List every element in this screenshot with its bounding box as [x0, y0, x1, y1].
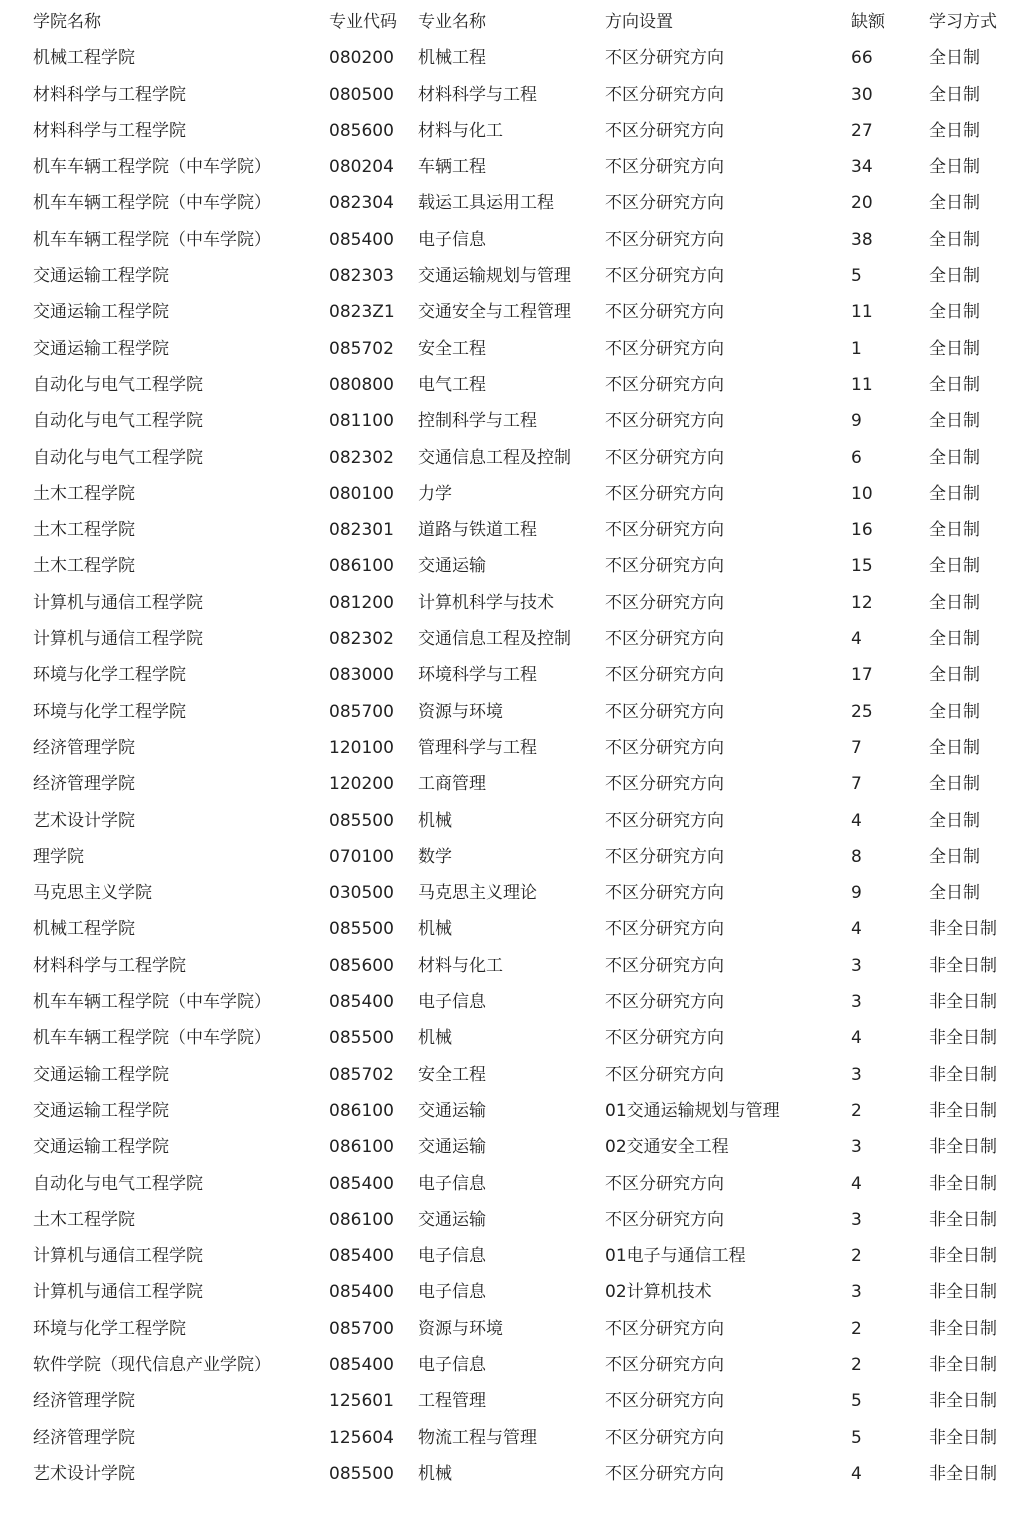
cell-quota: 4 — [851, 1463, 862, 1484]
cell-college: 土木工程学院 — [33, 520, 135, 541]
cell-college: 自动化与电气工程学院 — [33, 447, 203, 468]
cell-quota: 2 — [851, 1246, 862, 1267]
cell-major: 电气工程 — [418, 374, 486, 395]
cell-direction: 不区分研究方向 — [605, 992, 724, 1013]
table-row — [0, 1383, 1030, 1419]
cell-direction: 不区分研究方向 — [605, 883, 724, 904]
table-row — [0, 911, 1030, 947]
cell-major: 机械 — [418, 810, 452, 831]
cell-code: 082301 — [329, 520, 394, 541]
header-code: 专业代码 — [329, 12, 397, 32]
cell-quota: 38 — [851, 229, 873, 250]
cell-mode: 全日制 — [929, 846, 980, 867]
cell-quota: 16 — [851, 520, 873, 541]
cell-quota: 4 — [851, 919, 862, 940]
cell-direction: 不区分研究方向 — [605, 84, 724, 105]
table-row — [0, 40, 1030, 76]
cell-college: 交通运输工程学院 — [33, 1137, 169, 1158]
cell-direction: 不区分研究方向 — [605, 1427, 724, 1448]
cell-college: 经济管理学院 — [33, 774, 135, 795]
cell-code: 085500 — [329, 1463, 394, 1484]
cell-major: 交通安全与工程管理 — [418, 302, 571, 323]
cell-major: 材料与化工 — [418, 120, 503, 141]
cell-major: 电子信息 — [418, 1282, 486, 1303]
cell-major: 物流工程与管理 — [418, 1427, 537, 1448]
cell-major: 交通运输 — [418, 556, 486, 577]
cell-college: 机车车辆工程学院（中车学院） — [33, 229, 271, 250]
cell-direction: 不区分研究方向 — [605, 556, 724, 577]
cell-quota: 3 — [851, 1209, 862, 1230]
cell-mode: 非全日制 — [929, 1173, 997, 1194]
cell-major: 资源与环境 — [418, 701, 503, 722]
cell-mode: 非全日制 — [929, 1246, 997, 1267]
cell-college: 计算机与通信工程学院 — [33, 629, 203, 650]
cell-mode: 全日制 — [929, 520, 980, 541]
cell-college: 材料科学与工程学院 — [33, 120, 186, 141]
cell-major: 数学 — [418, 846, 452, 867]
cell-direction: 不区分研究方向 — [605, 629, 724, 650]
cell-mode: 非全日制 — [929, 992, 997, 1013]
header-quota: 缺额 — [851, 12, 885, 32]
cell-mode: 全日制 — [929, 411, 980, 432]
cell-college: 经济管理学院 — [33, 737, 135, 758]
cell-major: 环境科学与工程 — [418, 665, 537, 686]
cell-mode: 全日制 — [929, 883, 980, 904]
cell-mode: 全日制 — [929, 120, 980, 141]
cell-college: 软件学院（现代信息产业学院） — [33, 1354, 271, 1375]
cell-code: 082302 — [329, 447, 394, 468]
cell-quota: 5 — [851, 1391, 862, 1412]
cell-code: 083000 — [329, 665, 394, 686]
cell-direction: 不区分研究方向 — [605, 193, 724, 214]
cell-quota: 11 — [851, 302, 873, 323]
cell-college: 交通运输工程学院 — [33, 338, 169, 359]
table-row — [0, 367, 1030, 403]
cell-quota: 3 — [851, 1282, 862, 1303]
cell-direction: 02计算机技术 — [605, 1282, 712, 1303]
cell-quota: 4 — [851, 1028, 862, 1049]
table-row — [0, 149, 1030, 185]
cell-mode: 非全日制 — [929, 1028, 997, 1049]
cell-mode: 非全日制 — [929, 1209, 997, 1230]
cell-code: 0823Z1 — [329, 302, 395, 323]
cell-college: 马克思主义学院 — [33, 883, 152, 904]
cell-code: 120200 — [329, 774, 394, 795]
table-row — [0, 1347, 1030, 1383]
cell-code: 080200 — [329, 48, 394, 69]
cell-major: 控制科学与工程 — [418, 411, 537, 432]
cell-direction: 不区分研究方向 — [605, 229, 724, 250]
cell-code: 080100 — [329, 483, 394, 504]
cell-major: 交通信息工程及控制 — [418, 447, 571, 468]
cell-major: 车辆工程 — [418, 157, 486, 178]
cell-quota: 1 — [851, 338, 862, 359]
cell-quota: 4 — [851, 810, 862, 831]
cell-major: 电子信息 — [418, 1354, 486, 1375]
cell-direction: 不区分研究方向 — [605, 483, 724, 504]
cell-quota: 7 — [851, 737, 862, 758]
table-row — [0, 294, 1030, 330]
cell-mode: 非全日制 — [929, 1391, 997, 1412]
cell-major: 交通运输 — [418, 1100, 486, 1121]
cell-college: 自动化与电气工程学院 — [33, 374, 203, 395]
cell-quota: 5 — [851, 266, 862, 287]
cell-mode: 全日制 — [929, 701, 980, 722]
cell-code: 085700 — [329, 701, 394, 722]
cell-code: 030500 — [329, 883, 394, 904]
cell-code: 085702 — [329, 338, 394, 359]
cell-mode: 全日制 — [929, 483, 980, 504]
cell-code: 082303 — [329, 266, 394, 287]
table-row — [0, 1057, 1030, 1093]
cell-code: 085702 — [329, 1064, 394, 1085]
cell-mode: 全日制 — [929, 447, 980, 468]
cell-quota: 3 — [851, 1137, 862, 1158]
table-row — [0, 1274, 1030, 1310]
cell-quota: 25 — [851, 701, 873, 722]
cell-code: 085700 — [329, 1318, 394, 1339]
cell-quota: 12 — [851, 592, 873, 613]
table-row — [0, 185, 1030, 221]
cell-college: 艺术设计学院 — [33, 1463, 135, 1484]
cell-mode: 全日制 — [929, 84, 980, 105]
cell-college: 计算机与通信工程学院 — [33, 592, 203, 613]
cell-direction: 不区分研究方向 — [605, 411, 724, 432]
cell-college: 理学院 — [33, 846, 84, 867]
table-row — [0, 1311, 1030, 1347]
cell-quota: 3 — [851, 992, 862, 1013]
cell-code: 086100 — [329, 1137, 394, 1158]
cell-major: 交通运输 — [418, 1209, 486, 1230]
cell-major: 马克思主义理论 — [418, 883, 537, 904]
cell-major: 管理科学与工程 — [418, 737, 537, 758]
cell-direction: 不区分研究方向 — [605, 520, 724, 541]
cell-college: 材料科学与工程学院 — [33, 84, 186, 105]
cell-mode: 全日制 — [929, 302, 980, 323]
table-row — [0, 1020, 1030, 1056]
cell-direction: 不区分研究方向 — [605, 919, 724, 940]
cell-college: 环境与化学工程学院 — [33, 1318, 186, 1339]
cell-college: 机车车辆工程学院（中车学院） — [33, 992, 271, 1013]
cell-major: 电子信息 — [418, 1173, 486, 1194]
cell-mode: 全日制 — [929, 629, 980, 650]
cell-college: 机械工程学院 — [33, 48, 135, 69]
cell-code: 085600 — [329, 120, 394, 141]
table-header-row — [0, 4, 1030, 40]
cell-college: 交通运输工程学院 — [33, 1100, 169, 1121]
cell-mode: 非全日制 — [929, 1354, 997, 1375]
cell-college: 经济管理学院 — [33, 1427, 135, 1448]
cell-college: 材料科学与工程学院 — [33, 955, 186, 976]
cell-major: 交通运输规划与管理 — [418, 266, 571, 287]
cell-mode: 全日制 — [929, 338, 980, 359]
cell-major: 载运工具运用工程 — [418, 193, 554, 214]
cell-quota: 2 — [851, 1354, 862, 1375]
cell-quota: 10 — [851, 483, 873, 504]
cell-college: 机车车辆工程学院（中车学院） — [33, 157, 271, 178]
cell-major: 力学 — [418, 483, 452, 504]
table-row — [0, 1166, 1030, 1202]
table-row — [0, 77, 1030, 113]
cell-code: 085400 — [329, 1246, 394, 1267]
cell-mode: 非全日制 — [929, 1427, 997, 1448]
cell-direction: 不区分研究方向 — [605, 1463, 724, 1484]
cell-major: 工程管理 — [418, 1391, 486, 1412]
cell-quota: 3 — [851, 955, 862, 976]
cell-direction: 01交通运输规划与管理 — [605, 1100, 780, 1121]
cell-direction: 不区分研究方向 — [605, 1391, 724, 1412]
cell-mode: 全日制 — [929, 774, 980, 795]
cell-college: 自动化与电气工程学院 — [33, 1173, 203, 1194]
cell-direction: 不区分研究方向 — [605, 374, 724, 395]
table-row — [0, 512, 1030, 548]
cell-mode: 非全日制 — [929, 1064, 997, 1085]
cell-direction: 不区分研究方向 — [605, 665, 724, 686]
cell-quota: 11 — [851, 374, 873, 395]
table-row — [0, 258, 1030, 294]
cell-code: 085400 — [329, 992, 394, 1013]
cell-major: 安全工程 — [418, 338, 486, 359]
cell-college: 计算机与通信工程学院 — [33, 1246, 203, 1267]
cell-quota: 5 — [851, 1427, 862, 1448]
cell-major: 材料与化工 — [418, 955, 503, 976]
table-row — [0, 476, 1030, 512]
cell-code: 086100 — [329, 556, 394, 577]
table-row — [0, 730, 1030, 766]
cell-direction: 不区分研究方向 — [605, 592, 724, 613]
table-row — [0, 1129, 1030, 1165]
header-college: 学院名称 — [33, 12, 101, 32]
cell-direction: 不区分研究方向 — [605, 846, 724, 867]
cell-college: 土木工程学院 — [33, 483, 135, 504]
header-direction: 方向设置 — [605, 12, 673, 32]
table-row — [0, 766, 1030, 802]
cell-code: 070100 — [329, 846, 394, 867]
cell-quota: 4 — [851, 1173, 862, 1194]
table-row — [0, 621, 1030, 657]
table-row — [0, 440, 1030, 476]
cell-college: 土木工程学院 — [33, 1209, 135, 1230]
cell-major: 电子信息 — [418, 1246, 486, 1267]
cell-mode: 非全日制 — [929, 1137, 997, 1158]
cell-direction: 不区分研究方向 — [605, 1209, 724, 1230]
cell-college: 环境与化学工程学院 — [33, 665, 186, 686]
cell-major: 道路与铁道工程 — [418, 520, 537, 541]
cell-quota: 2 — [851, 1318, 862, 1339]
cell-major: 计算机科学与技术 — [418, 592, 554, 613]
cell-direction: 不区分研究方向 — [605, 774, 724, 795]
cell-code: 080500 — [329, 84, 394, 105]
table-row — [0, 222, 1030, 258]
cell-quota: 8 — [851, 846, 862, 867]
cell-college: 机械工程学院 — [33, 919, 135, 940]
cell-direction: 不区分研究方向 — [605, 48, 724, 69]
cell-direction: 不区分研究方向 — [605, 955, 724, 976]
table-row — [0, 1238, 1030, 1274]
cell-quota: 2 — [851, 1100, 862, 1121]
cell-code: 085500 — [329, 1028, 394, 1049]
cell-mode: 非全日制 — [929, 1463, 997, 1484]
cell-code: 085400 — [329, 1173, 394, 1194]
cell-college: 机车车辆工程学院（中车学院） — [33, 193, 271, 214]
table-row — [0, 113, 1030, 149]
table-row — [0, 948, 1030, 984]
table-body — [0, 40, 1030, 1492]
cell-quota: 34 — [851, 157, 873, 178]
cell-quota: 7 — [851, 774, 862, 795]
cell-major: 资源与环境 — [418, 1318, 503, 1339]
cell-mode: 非全日制 — [929, 1282, 997, 1303]
cell-college: 计算机与通信工程学院 — [33, 1282, 203, 1303]
cell-code: 086100 — [329, 1100, 394, 1121]
cell-code: 085400 — [329, 1282, 394, 1303]
table-row — [0, 1420, 1030, 1456]
table-row — [0, 984, 1030, 1020]
table-row — [0, 403, 1030, 439]
cell-college: 艺术设计学院 — [33, 810, 135, 831]
cell-mode: 全日制 — [929, 810, 980, 831]
cell-code: 085600 — [329, 955, 394, 976]
cell-college: 经济管理学院 — [33, 1391, 135, 1412]
cell-mode: 全日制 — [929, 374, 980, 395]
cell-code: 085500 — [329, 919, 394, 940]
cell-quota: 17 — [851, 665, 873, 686]
table-row — [0, 839, 1030, 875]
header-major: 专业名称 — [418, 12, 486, 32]
cell-quota: 27 — [851, 120, 873, 141]
header-mode: 学习方式 — [929, 12, 997, 32]
cell-college: 交通运输工程学院 — [33, 302, 169, 323]
cell-major: 机械 — [418, 919, 452, 940]
cell-direction: 不区分研究方向 — [605, 810, 724, 831]
table-row — [0, 1456, 1030, 1492]
cell-direction: 不区分研究方向 — [605, 338, 724, 359]
table-row — [0, 694, 1030, 730]
cell-mode: 全日制 — [929, 193, 980, 214]
cell-quota: 66 — [851, 48, 873, 69]
cell-quota: 9 — [851, 411, 862, 432]
cell-code: 085500 — [329, 810, 394, 831]
cell-code: 081100 — [329, 411, 394, 432]
cell-mode: 非全日制 — [929, 1318, 997, 1339]
cell-quota: 30 — [851, 84, 873, 105]
cell-direction: 不区分研究方向 — [605, 266, 724, 287]
cell-major: 材料科学与工程 — [418, 84, 537, 105]
table-row — [0, 331, 1030, 367]
cell-code: 086100 — [329, 1209, 394, 1230]
cell-direction: 不区分研究方向 — [605, 1028, 724, 1049]
table-row — [0, 585, 1030, 621]
cell-mode: 全日制 — [929, 592, 980, 613]
table-row — [0, 1202, 1030, 1238]
cell-college: 交通运输工程学院 — [33, 266, 169, 287]
cell-direction: 不区分研究方向 — [605, 1064, 724, 1085]
cell-college: 机车车辆工程学院（中车学院） — [33, 1028, 271, 1049]
cell-quota: 15 — [851, 556, 873, 577]
cell-direction: 不区分研究方向 — [605, 737, 724, 758]
cell-code: 082302 — [329, 629, 394, 650]
table-row — [0, 803, 1030, 839]
cell-major: 安全工程 — [418, 1064, 486, 1085]
cell-major: 机械 — [418, 1463, 452, 1484]
cell-mode: 全日制 — [929, 157, 980, 178]
cell-mode: 非全日制 — [929, 919, 997, 940]
table-row — [0, 1093, 1030, 1129]
cell-major: 工商管理 — [418, 774, 486, 795]
cell-code: 080204 — [329, 157, 394, 178]
cell-mode: 全日制 — [929, 229, 980, 250]
cell-mode: 全日制 — [929, 266, 980, 287]
cell-college: 交通运输工程学院 — [33, 1064, 169, 1085]
cell-major: 机械工程 — [418, 48, 486, 69]
cell-mode: 全日制 — [929, 556, 980, 577]
cell-college: 土木工程学院 — [33, 556, 135, 577]
cell-mode: 全日制 — [929, 665, 980, 686]
cell-direction: 不区分研究方向 — [605, 701, 724, 722]
cell-college: 环境与化学工程学院 — [33, 701, 186, 722]
cell-quota: 9 — [851, 883, 862, 904]
cell-direction: 不区分研究方向 — [605, 1173, 724, 1194]
cell-major: 机械 — [418, 1028, 452, 1049]
cell-direction: 不区分研究方向 — [605, 120, 724, 141]
cell-code: 081200 — [329, 592, 394, 613]
cell-code: 085400 — [329, 229, 394, 250]
cell-mode: 非全日制 — [929, 1100, 997, 1121]
cell-quota: 20 — [851, 193, 873, 214]
cell-code: 082304 — [329, 193, 394, 214]
cell-code: 120100 — [329, 737, 394, 758]
cell-college: 自动化与电气工程学院 — [33, 411, 203, 432]
cell-quota: 3 — [851, 1064, 862, 1085]
cell-code: 125604 — [329, 1427, 394, 1448]
cell-direction: 不区分研究方向 — [605, 447, 724, 468]
cell-quota: 4 — [851, 629, 862, 650]
table-row — [0, 548, 1030, 584]
cell-mode: 非全日制 — [929, 955, 997, 976]
cell-major: 电子信息 — [418, 229, 486, 250]
cell-mode: 全日制 — [929, 737, 980, 758]
cell-code: 125601 — [329, 1391, 394, 1412]
cell-direction: 01电子与通信工程 — [605, 1246, 746, 1267]
cell-major: 电子信息 — [418, 992, 486, 1013]
cell-direction: 不区分研究方向 — [605, 302, 724, 323]
cell-quota: 6 — [851, 447, 862, 468]
table-row — [0, 657, 1030, 693]
cell-mode: 全日制 — [929, 48, 980, 69]
cell-major: 交通运输 — [418, 1137, 486, 1158]
cell-direction: 02交通安全工程 — [605, 1137, 729, 1158]
table-row — [0, 875, 1030, 911]
cell-major: 交通信息工程及控制 — [418, 629, 571, 650]
cell-direction: 不区分研究方向 — [605, 157, 724, 178]
cell-direction: 不区分研究方向 — [605, 1354, 724, 1375]
cell-direction: 不区分研究方向 — [605, 1318, 724, 1339]
cell-code: 085400 — [329, 1354, 394, 1375]
cell-code: 080800 — [329, 374, 394, 395]
